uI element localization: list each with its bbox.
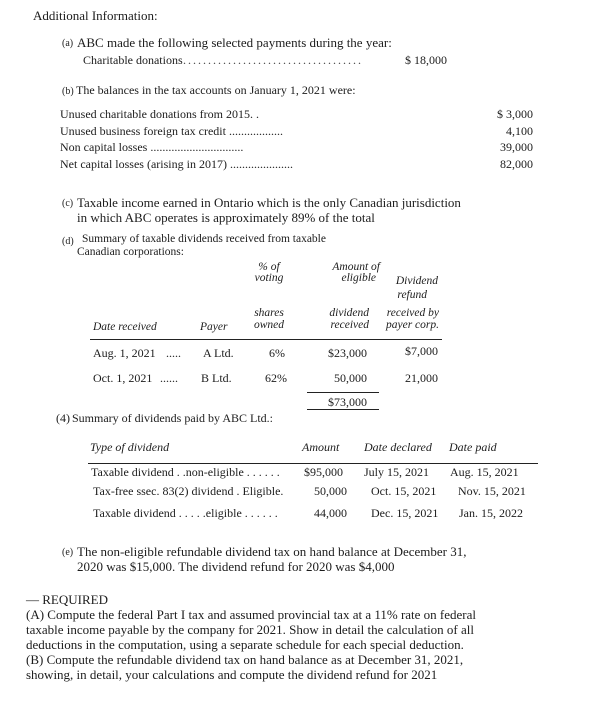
balance-value: $ 3,000: [497, 107, 533, 121]
leader-dots: .....: [166, 346, 181, 360]
dividends-paid-title: Summary of dividends paid by ABC Ltd.:: [72, 411, 273, 425]
pct-voting: 62%: [265, 371, 287, 385]
header-pct-voting-2: voting: [254, 272, 284, 284]
required-line: deductions in the computation, using a separate schedule for each special deduction.: [26, 637, 464, 652]
header-refund-1: Dividend: [395, 275, 438, 287]
item-e-marker: (e): [62, 547, 74, 558]
dividend-amount: 50,000: [334, 371, 367, 385]
date-paid: Nov. 15, 2021: [458, 484, 526, 498]
item-b-marker: (b): [62, 86, 74, 97]
balance-row: [60, 107, 259, 122]
header-type-of-dividend: Type of dividend: [90, 440, 170, 454]
date-paid: Aug. 15, 2021: [450, 465, 519, 479]
required-line: showing, in detail, your calculations and compute the dividend refund for 2021: [26, 667, 438, 682]
item-d-marker: (d): [62, 236, 74, 247]
required-line: (A) Compute the federal Part I tax and assumed provincial tax at a 11% rate on federal: [26, 607, 477, 622]
dividend-type: Taxable dividend . .non-eligible . . . . . .: [91, 465, 280, 479]
item-a-marker: (a): [62, 38, 74, 49]
date-declared: July 15, 2021: [364, 465, 430, 479]
section-heading: Additional Information:: [33, 8, 158, 23]
required-line: (B) Compute the refundable dividend tax on hand balance as at December 31, 2021,: [26, 652, 464, 667]
dividend-refund: $7,000: [405, 344, 438, 358]
table-header-rule: [90, 339, 442, 340]
dividend-amount: 44,000: [314, 506, 347, 520]
table-header-rule: [88, 463, 538, 464]
balance-label: Non capital losses: [60, 140, 148, 154]
item-c-line2: in which ABC operates is approximately 89% of the total: [77, 210, 375, 225]
required-title: — REQUIRED: [26, 592, 108, 607]
total-rule-top: [307, 392, 379, 393]
date-declared: Dec. 15, 2021: [371, 506, 439, 520]
header-refund-3: received by: [386, 307, 439, 319]
charitable-donations-value: $ 18,000: [405, 53, 447, 67]
dividend-amount: $95,000: [304, 465, 343, 479]
dividend-amount: $23,000: [328, 346, 367, 360]
balance-label: Unused business foreign tax credit: [60, 124, 226, 138]
payer: A Ltd.: [203, 346, 234, 360]
item-c-line1: Taxable income earned in Ontario which is the only Canadian jurisdiction: [77, 195, 461, 210]
header-refund-2: refund: [397, 289, 427, 301]
leader-dots: ....................................: [183, 53, 363, 67]
leader-dots: ...............................: [147, 140, 244, 154]
balance-value: 39,000: [500, 140, 533, 154]
dividend-amount: 50,000: [314, 484, 347, 498]
leader-dots: ..................: [225, 124, 283, 138]
item-e-line1: The non-eligible refundable dividend tax on hand balance at December 31,: [77, 544, 467, 559]
item-d-line1: Summary of taxable dividends received from taxable: [82, 233, 326, 245]
header-pct-voting-1: % of: [258, 261, 280, 273]
header-amount: Amount: [302, 440, 340, 454]
header-date-received: Date received: [93, 321, 157, 333]
header-amount-2: eligible: [341, 272, 376, 284]
date-paid: Jan. 15, 2022: [459, 506, 523, 520]
balance-row: [60, 157, 293, 172]
header-amount-3: dividend: [329, 307, 369, 319]
balance-value: 4,100: [506, 124, 533, 138]
required-line: taxable income payable by the company for 2021. Show in detail the calculation of all: [26, 622, 474, 637]
total-rule-bottom: [307, 409, 379, 410]
dividend-refund: 21,000: [405, 371, 438, 385]
dividend-type: Taxable dividend . . . . .eligible . . . . . .: [93, 506, 278, 520]
balance-row: [60, 140, 243, 155]
header-refund-4: payer corp.: [385, 319, 439, 331]
header-amount-4: received: [330, 319, 369, 331]
balance-label: Net capital losses (arising in 2017): [60, 157, 227, 171]
dividend-total: $73,000: [328, 395, 367, 409]
date-declared: Oct. 15, 2021: [371, 484, 437, 498]
item-b-intro: The balances in the tax accounts on January 1, 2021 were:: [76, 83, 356, 97]
item-d-line2: Canadian corporations:: [77, 246, 184, 258]
balance-row: [60, 124, 283, 139]
item-a-intro: ABC made the following selected payments during the year:: [77, 35, 392, 50]
header-pct-voting-4: owned: [253, 319, 285, 331]
header-payer: Payer: [200, 321, 228, 333]
item-e-line2: 2020 was $15,000. The dividend refund for 2020 was $4,000: [77, 559, 395, 574]
date-received: Oct. 1, 2021: [93, 371, 153, 385]
dividends-paid-marker: (4): [56, 411, 70, 425]
leader-dots: ......: [160, 371, 178, 385]
balance-value: 82,000: [500, 157, 533, 171]
date-received: Aug. 1, 2021: [93, 346, 156, 360]
header-date-declared: Date declared: [364, 440, 432, 454]
header-amount-1: Amount of: [332, 261, 380, 273]
pct-voting: 6%: [269, 346, 285, 360]
charitable-donations-label: Charitable donations: [83, 53, 183, 67]
leader-dots: .....................: [226, 157, 293, 171]
balance-label: Unused charitable donations from 2015. .: [60, 107, 259, 121]
header-pct-voting-3: shares: [254, 307, 284, 319]
item-c-marker: (c): [62, 198, 74, 209]
payer: B Ltd.: [201, 371, 232, 385]
dividend-type: Tax-free ssec. 83(2) dividend . Eligible.: [93, 484, 284, 498]
header-date-paid: Date paid: [449, 440, 497, 454]
